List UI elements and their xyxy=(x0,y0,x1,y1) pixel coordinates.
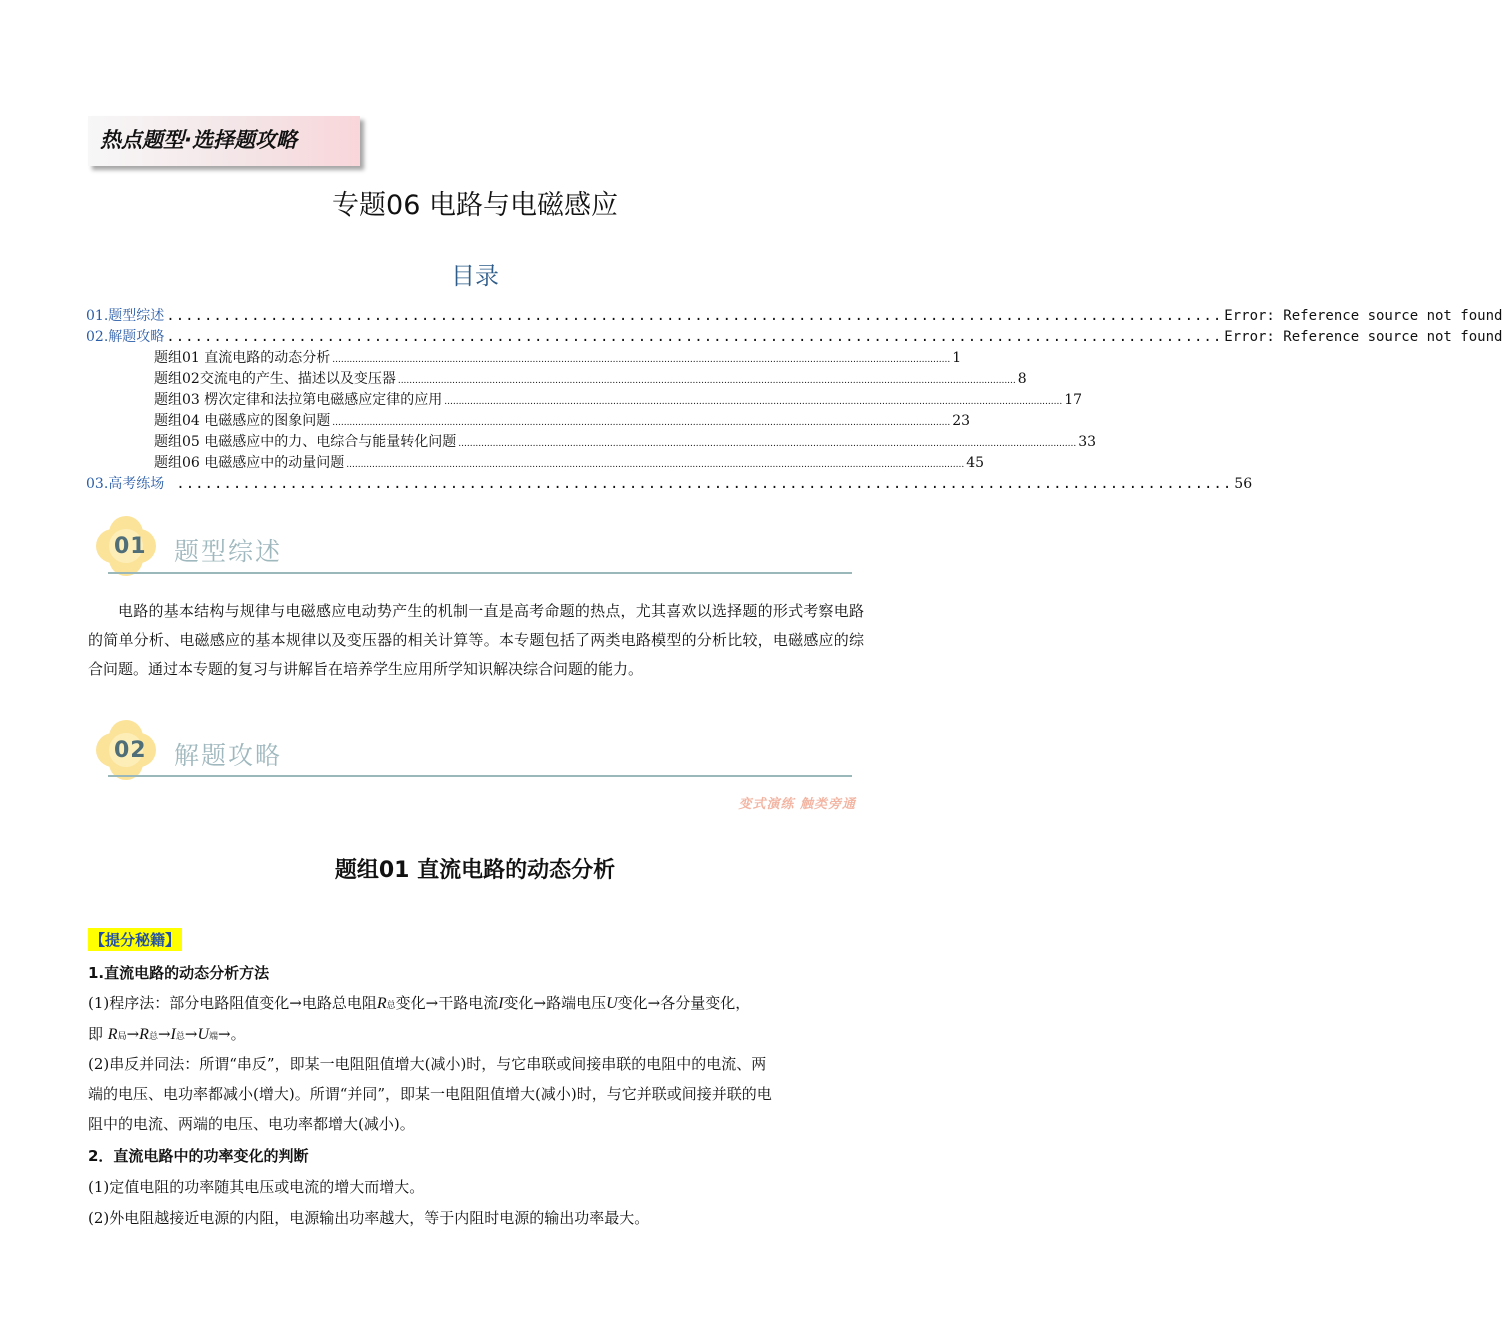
text: 即 xyxy=(88,1025,104,1043)
toc-entry-group-06[interactable] xyxy=(154,453,985,475)
toc-heading: 目录 xyxy=(451,262,499,290)
toc-leader: ........................................................................................................................................................................................................................ xyxy=(397,376,1016,386)
var-I: I xyxy=(170,1026,176,1043)
section-rule xyxy=(108,572,852,574)
paragraph-chain xyxy=(88,1023,864,1044)
arrow: → xyxy=(184,1025,198,1043)
section-label: 解题攻略 xyxy=(174,741,283,770)
toc-entry-group-03[interactable] xyxy=(154,390,1083,412)
text: 变化→干路电流 xyxy=(395,994,499,1012)
arrow: → xyxy=(157,1025,171,1043)
group-title: 题组01 直流电路的动态分析 xyxy=(334,858,616,883)
tagline: 变式演练 触类旁通 xyxy=(738,797,856,812)
paragraph-series-parallel-2: 端的电压、电功率都减小(增大)。所谓“并同”，即某一电阻阻值增大(减小)时，与它并联或间接并联的电 xyxy=(88,1085,772,1103)
toc-page: 8 xyxy=(1017,371,1027,387)
toc-entry-group-01[interactable] xyxy=(154,348,962,370)
document-title: 专题06 电路与电磁感应 xyxy=(332,190,618,221)
var-U: U xyxy=(197,1026,210,1043)
var-I: I xyxy=(498,995,504,1012)
section-number: 01 xyxy=(114,534,147,559)
section-label: 题型综述 xyxy=(174,537,283,566)
toc-page: 23 xyxy=(952,413,971,429)
toc-entry-group-02[interactable] xyxy=(154,369,1027,391)
heading-method: 1.直流电路的动态分析方法 xyxy=(88,964,270,982)
var-R: R xyxy=(139,1026,149,1043)
toc-entry-exam[interactable] xyxy=(86,474,1253,494)
toc-leader: ................................................................................................................ xyxy=(166,329,1223,345)
var-U: U xyxy=(606,995,618,1012)
toc-label: 题组02交流电的产生、描述以及变压器 xyxy=(154,371,396,387)
paragraph-procedure xyxy=(88,992,864,1013)
var-R: R xyxy=(376,995,387,1012)
text: 变化→路端电压 xyxy=(503,994,607,1012)
toc-leader: ........................................................................................................................................................................................................................ xyxy=(332,355,951,365)
paragraph-power-2: (2)外电阻越接近电源的内阻，电源输出功率越大，等于内阻时电源的输出功率最大。 xyxy=(88,1209,650,1227)
toc-page: Error: Reference source not found xyxy=(1224,308,1502,324)
toc-label: 题组01 直流电路的动态分析 xyxy=(154,350,331,366)
toc-entry-strategy[interactable] xyxy=(86,327,1502,347)
toc-label: 01.题型综述 xyxy=(86,308,165,324)
text: (1)程序法：部分电路阻值变化→电路总电阻 xyxy=(88,994,377,1012)
section-rule xyxy=(108,775,852,777)
paragraph-series-parallel-3: 阻中的电流、两端的电压、电功率都增大(减小)。 xyxy=(88,1115,415,1133)
subscript: 总 xyxy=(148,1032,158,1042)
banner-text: 热点题型·选择题攻略 xyxy=(100,128,297,152)
toc-label: 题组06 电磁感应中的动量问题 xyxy=(154,455,345,471)
text: →。 xyxy=(218,1025,246,1043)
header-banner xyxy=(88,116,360,166)
section-number: 02 xyxy=(114,738,147,763)
toc-entry-group-05[interactable] xyxy=(154,432,1097,454)
overview-paragraph: 电路的基本结构与规律与电磁感应电动势产生的机制一直是高考命题的热点，尤其喜欢以选择题的形式考察电路的简单分析、电磁感应的基本规律以及变压器的相关计算等。本专题包括了两类电路模型的分析比较，电磁感应的综合问题。通过本专题的复习与讲解旨在培养学生应用所学知识解决综合问题的能力。 xyxy=(88,602,864,678)
subscript: 端 xyxy=(209,1032,219,1042)
arrow: → xyxy=(126,1025,140,1043)
toc-page: 1 xyxy=(952,350,962,366)
toc-page: 33 xyxy=(1078,434,1097,450)
section-header-strategy xyxy=(88,716,858,796)
toc-leader: ................................................................................................................ xyxy=(166,308,1223,324)
toc-label: 03.高考练场 xyxy=(86,476,165,492)
heading-power: 2．直流电路中的功率变化的判断 xyxy=(88,1147,309,1165)
paragraph-power-1: (1)定值电阻的功率随其电压或电流的增大而增大。 xyxy=(88,1178,425,1196)
toc-page: 17 xyxy=(1064,392,1083,408)
toc-label: 02.解题攻略 xyxy=(86,329,165,345)
toc-entry-group-04[interactable] xyxy=(154,411,971,433)
subscript: 总 xyxy=(175,1032,185,1042)
subscript: 总 xyxy=(386,1001,396,1011)
var-R: R xyxy=(107,1026,118,1043)
toc-label: 题组05 电磁感应中的力、电综合与能量转化问题 xyxy=(154,434,457,450)
toc-label: 题组03 楞次定律和法拉第电磁感应定律的应用 xyxy=(154,392,443,408)
text: 变化→各分量变化， xyxy=(617,994,751,1012)
toc-entry-overview[interactable] xyxy=(86,306,1502,326)
tip-badge: 【提分秘籍】 xyxy=(88,928,182,951)
toc-leader: ........................................................................................................................................................................................................................ xyxy=(444,397,1063,407)
paragraph-series-parallel-1: (2)串反并同法：所谓“串反”，即某一电阻阻值增大(减小)时，与它串联或间接串联的电阻中的电流、两 xyxy=(88,1055,767,1073)
subscript: 局 xyxy=(117,1032,127,1042)
section-header-overview xyxy=(88,512,858,592)
toc-page: 45 xyxy=(966,455,985,471)
toc-leader: ........................................................................................................................................................................................................................ xyxy=(458,439,1077,449)
toc-page: Error: Reference source not found xyxy=(1224,329,1502,345)
toc-label: 题组04 电磁感应的图象问题 xyxy=(154,413,331,429)
toc-page: 56 xyxy=(1234,476,1253,492)
toc-leader: ........................................................................................................................................................................................................................ xyxy=(332,418,951,428)
toc-leader: ................................................................................................................ xyxy=(176,476,1233,492)
toc-leader: ........................................................................................................................................................................................................................ xyxy=(346,460,965,470)
